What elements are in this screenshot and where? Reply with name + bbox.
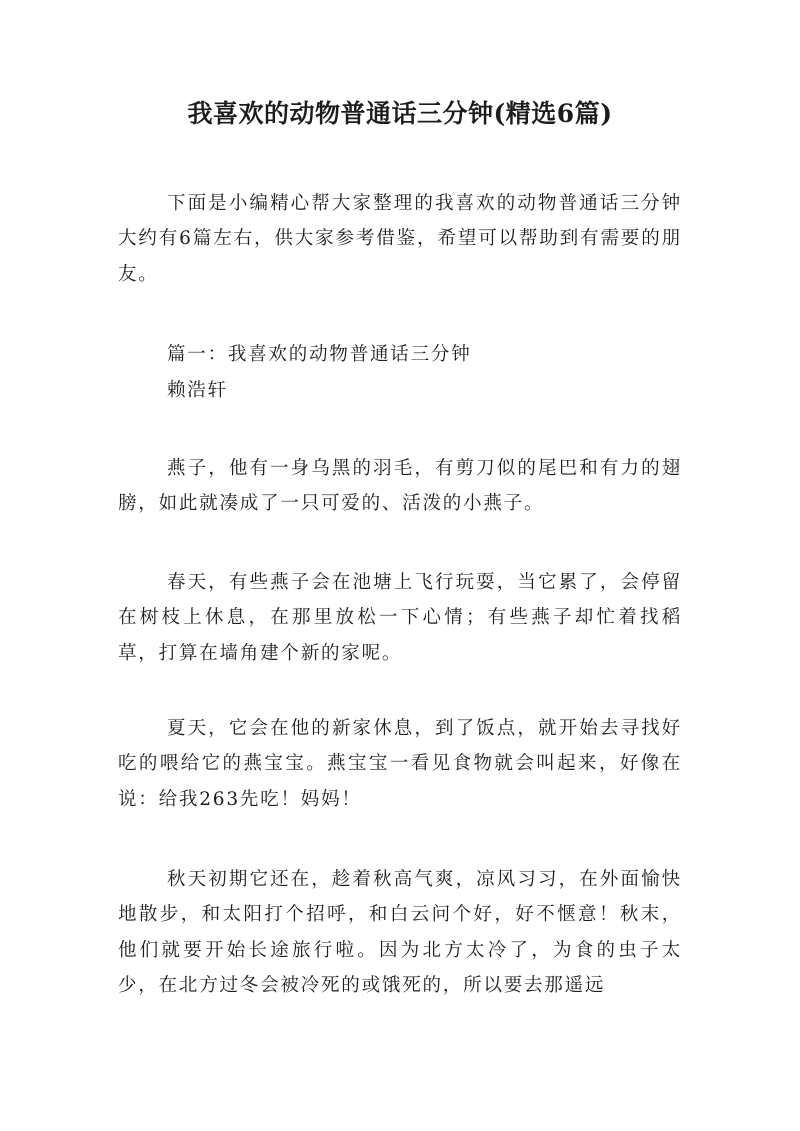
document-title: 我喜欢的动物普通话三分钟(精选6篇) xyxy=(187,99,613,128)
body-paragraph-1: 燕子，他有一身乌黑的羽毛，有剪刀似的尾巴和有力的翅膀，如此就凑成了一只可爱的、活泼的小燕子。 xyxy=(118,458,682,515)
section-heading: 篇一：我喜欢的动物普通话三分钟 xyxy=(167,344,472,365)
body-paragraph-2: 春天，有些燕子会在池塘上飞行玩耍，当它累了，会停留在树枝上休息，在那里放松一下心情；有些燕子却忙着找稻草，打算在墙角建个新的家呢。 xyxy=(118,572,682,664)
intro-paragraph: 下面是小编精心帮大家整理的我喜欢的动物普通话三分钟大约有6篇左右，供大家参考借鉴，希望可以帮助到有需要的朋友。 xyxy=(118,193,682,285)
body-paragraph-4: 秋天初期它还在，趁着秋高气爽，凉风习习，在外面愉快地散步，和太阳打个招呼，和白云问个好，好不惬意！秋末，他们就要开始长途旅行啦。因为北方太冷了，为食的虫子太少，在北方过冬会被冷死的或饿死的，所以要去那遥远 xyxy=(118,869,682,997)
author-name: 赖浩轩 xyxy=(167,380,228,401)
body-paragraph-3: 夏天，它会在他的新家休息，到了饭点，就开始去寻找好吃的喂给它的燕宝宝。燕宝宝一看见食物就会叫起来，好像在说：给我263先吃！妈妈！ xyxy=(118,718,682,810)
